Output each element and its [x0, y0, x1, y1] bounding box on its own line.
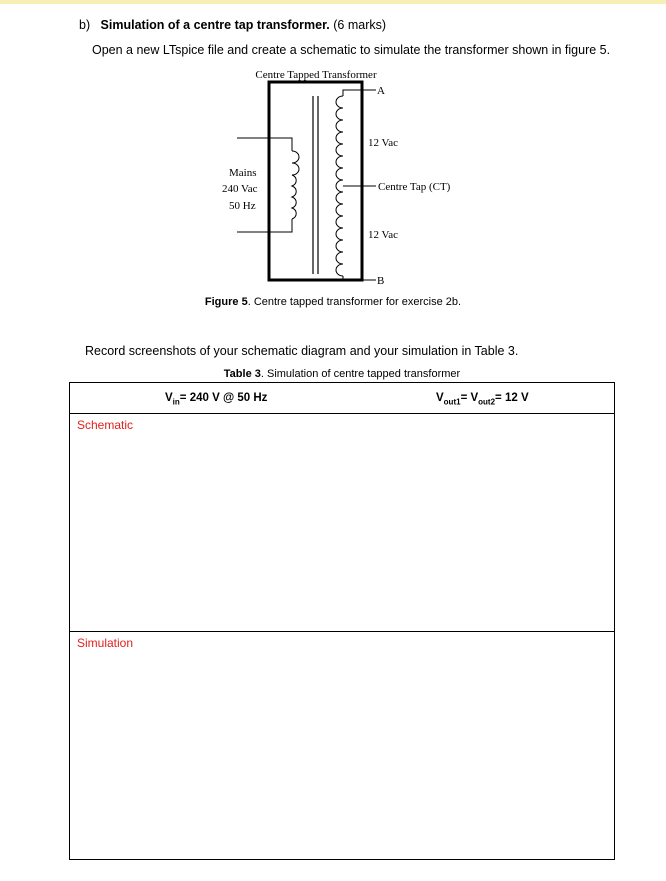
vin-value: = 240 V @ 50 Hz [179, 392, 268, 404]
terminal-a-label: A [377, 85, 385, 97]
heading-marks: (6 marks) [333, 18, 387, 32]
section-heading [79, 18, 386, 32]
transformer-figure [0, 60, 666, 320]
mains-label: Mains [229, 167, 257, 179]
vout-header: $V_{out1}= V_{out2}= 12$ V [436, 392, 529, 407]
secondary-coil [336, 96, 343, 276]
mains-voltage-label: 240 Vac [222, 183, 258, 195]
upper-voltage-label: 12 Vac [368, 137, 399, 149]
figure-caption-label: Figure 5 [204, 296, 248, 308]
simulation-row[interactable] [70, 632, 614, 859]
table-caption-label: Table 3 [223, 368, 261, 380]
simulation-row-label: Simulation [77, 636, 134, 650]
transformer-diagram [0, 60, 666, 320]
centre-tap-label: Centre Tap (CT) [378, 181, 451, 193]
figure-caption-text: . Centre tapped transformer for exercise 2b. [247, 296, 462, 308]
primary-lead-top [237, 138, 292, 151]
vout-equals: = V [460, 392, 479, 404]
mains-frequency-label: 50 Hz [229, 200, 256, 212]
transformer-enclosure [269, 82, 362, 280]
terminal-a-lead [343, 90, 376, 96]
primary-lead-bottom [237, 219, 292, 232]
top-highlight-bar [0, 0, 666, 4]
terminal-b-label: B [377, 275, 385, 287]
table-caption [0, 368, 666, 380]
vout-value: = 12 V [495, 392, 529, 404]
table-caption-text: . Simulation of centre tapped transformer [260, 368, 461, 380]
table-header-row [70, 383, 614, 414]
heading-title: Simulation of a centre tap transformer. [100, 18, 330, 32]
vin-header: $V_{in}= 240$ V @ 50 Hz [165, 392, 268, 407]
schematic-row-label: Schematic [77, 418, 134, 432]
primary-coil [292, 151, 299, 219]
figure-title: Centre Tapped Transformer [255, 69, 377, 81]
schematic-row[interactable] [70, 414, 614, 632]
lower-voltage-label: 12 Vac [368, 229, 399, 241]
heading-prefix: b) [79, 18, 91, 32]
record-instruction: Record screenshots of your schematic diagram and your simulation in Table 3. [85, 344, 519, 358]
instruction-text: Open a new LTspice file and create a schematic to simulate the transformer shown in figure 5. [92, 43, 611, 57]
simulation-table [69, 382, 615, 860]
figure-caption [0, 296, 666, 308]
